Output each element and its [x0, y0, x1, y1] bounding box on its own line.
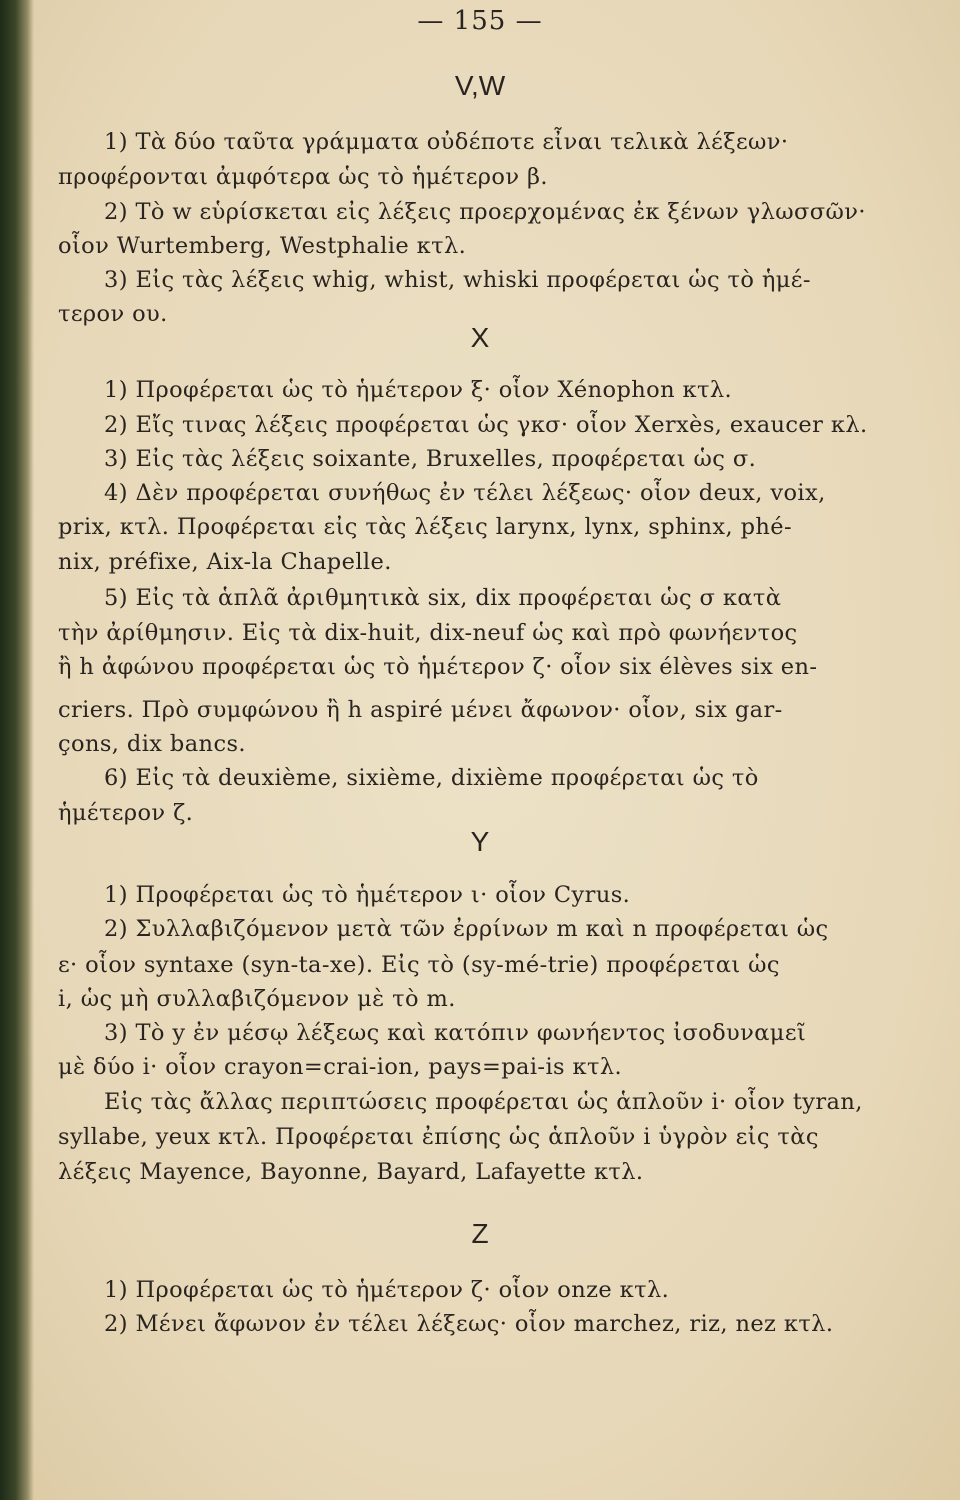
text-line: Εἰς τὰς ἄλλας περιπτώσεις προφέρεται ὡς ἁπλοῦν i· οἷον tyran, [104, 1089, 863, 1115]
text-line: i, ὡς μὴ συλλαβιζόμενον μὲ τὸ m. [58, 986, 456, 1012]
text-line: 1) Προφέρεται ὡς τὸ ἡμέτερον ζ· οἷον onze κτλ. [104, 1277, 670, 1303]
text-line: 2) Συλλαβιζόμενον μετὰ τῶν ἐρρίνων m καὶ n προφέρεται ὡς [104, 916, 829, 942]
text-line: çons, dix bancs. [58, 731, 246, 757]
text-line: 3) Εἰς τὰς λέξεις whig, whist, whiski προφέρεται ὡς τὸ ἡμέ- [104, 267, 811, 293]
text-line: μὲ δύο i· οἷον crayon=crai-ion, pays=pai-is κτλ. [58, 1054, 623, 1080]
text-line: 2) Μένει ἄφωνον ἐν τέλει λέξεως· οἷον marchez, riz, nez κτλ. [104, 1311, 834, 1337]
book-binding-edge [0, 0, 34, 1500]
text-line: ἢ h ἀφώνου προφέρεται ὡς τὸ ἡμέτερον ζ· οἷον six élèves six en- [58, 654, 818, 680]
text-line: prix, κτλ. Προφέρεται εἰς τὰς λέξεις larynx, lynx, sphinx, phé- [58, 514, 792, 540]
text-line: criers. Πρὸ συμφώνου ἢ h aspiré μένει ἄφωνον· οἷον, six gar- [58, 697, 783, 723]
text-line: 1) Προφέρεται ὡς τὸ ἡμέτερον ξ· οἷον Xénophon κτλ. [104, 377, 733, 403]
section-heading-x: X [470, 322, 490, 353]
text-line: 3) Εἰς τὰς λέξεις soixante, Bruxelles, προφέρεται ὡς σ. [104, 446, 757, 472]
text-line: τερον ου. [58, 301, 168, 327]
text-line: λέξεις Mayence, Bayonne, Bayard, Lafayette κτλ. [58, 1159, 644, 1185]
text-line: 2) Εἴς τινας λέξεις προφέρεται ὡς γκσ· οἷον Xerxès, exaucer κλ. [104, 412, 868, 438]
text-line: 1) Προφέρεται ὡς τὸ ἡμέτερον ι· οἷον Cyrus. [104, 882, 631, 908]
section-heading-y: Y [470, 826, 490, 857]
text-line: οἷον Wurtemberg, Westphalie κτλ. [58, 233, 467, 259]
text-line: nix, préfixe, Aix-la Chapelle. [58, 549, 392, 575]
text-line: 3) Τὸ y ἐν μέσῳ λέξεως καὶ κατόπιν φωνήεντος ἰσοδυναμεῖ [104, 1020, 807, 1046]
section-heading-z: Z [471, 1218, 489, 1249]
text-line: ε· οἷον syntaxe (syn-ta-xe). Εἰς τὸ (sy-mé-trie) προφέρεται ὡς [58, 952, 780, 978]
text-line: 2) Τὸ w εὑρίσκεται εἰς λέξεις προερχομένας ἐκ ξένων γλωσσῶν· [104, 199, 866, 225]
text-line: 1) Τὰ δύο ταῦτα γράμματα οὐδέποτε εἶναι τελικὰ λέξεων· [104, 129, 789, 155]
text-line: προφέρονται ἀμφότερα ὡς τὸ ἡμέτερον β. [58, 164, 548, 190]
text-line: ἡμέτερον ζ. [58, 800, 194, 826]
text-line: 5) Εἰς τὰ ἁπλᾶ ἀριθμητικὰ six, dix προφέρεται ὡς σ κατὰ [104, 585, 782, 611]
section-heading-vw: V,W [454, 70, 506, 101]
text-line: syllabe, yeux κτλ. Προφέρεται ἐπίσης ὡς ἁπλοῦν i ὑγρὸν εἰς τὰς [58, 1124, 819, 1150]
page-number: — 155 — [417, 6, 543, 36]
text-line: 6) Εἰς τὰ deuxième, sixième, dixième προφέρεται ὡς τὸ [104, 765, 759, 791]
text-line: 4) Δὲν προφέρεται συνήθως ἐν τέλει λέξεως· οἷον deux, voix, [104, 480, 826, 506]
text-line: τὴν ἀρίθμησιν. Εἰς τὰ dix-huit, dix-neuf ὡς καὶ πρὸ φωνήεντος [58, 620, 798, 646]
